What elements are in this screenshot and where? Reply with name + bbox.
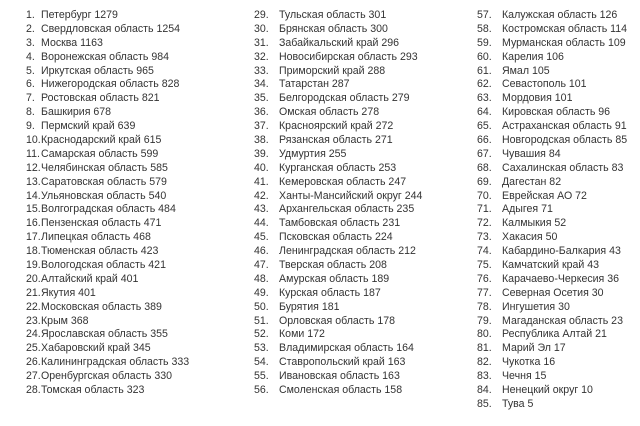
list-item bbox=[26, 328, 189, 342]
item-number: 4. bbox=[26, 50, 35, 63]
list-item bbox=[26, 245, 189, 259]
item-number: 6. bbox=[26, 78, 35, 91]
list-item bbox=[254, 176, 422, 190]
list-item bbox=[26, 273, 189, 287]
item-number: 44. bbox=[254, 217, 269, 230]
list-column-3 bbox=[477, 9, 627, 412]
item-label: Москва 1163 bbox=[41, 36, 103, 49]
item-label: Амурская область 189 bbox=[279, 272, 390, 285]
item-number: 74. bbox=[477, 245, 492, 258]
list-item bbox=[477, 301, 627, 315]
list-item bbox=[254, 203, 422, 217]
list-item bbox=[254, 148, 422, 162]
list-item bbox=[254, 120, 422, 134]
list-item bbox=[254, 9, 422, 23]
item-number: 19. bbox=[26, 259, 41, 272]
list-item bbox=[26, 176, 189, 190]
item-label: Ямал 105 bbox=[502, 64, 550, 77]
list-item bbox=[26, 384, 189, 398]
list-item bbox=[254, 51, 422, 65]
item-number: 58. bbox=[477, 22, 492, 35]
item-label: Дагестан 82 bbox=[502, 175, 562, 188]
item-label: Петербург 1279 bbox=[41, 9, 118, 21]
item-number: 8. bbox=[26, 106, 35, 119]
item-number: 42. bbox=[254, 189, 269, 202]
item-number: 47. bbox=[254, 259, 269, 272]
list-item bbox=[26, 356, 189, 370]
item-number: 13. bbox=[26, 175, 41, 188]
item-label: Хабаровский край 345 bbox=[41, 342, 151, 355]
item-label: Пермский край 639 bbox=[41, 120, 136, 133]
item-label: Саратовская область 579 bbox=[41, 175, 167, 188]
item-number: 56. bbox=[254, 384, 269, 397]
list-item bbox=[477, 78, 627, 92]
item-label: Ингушетия 30 bbox=[502, 300, 570, 313]
item-label: Краснодарский край 615 bbox=[41, 134, 162, 147]
item-number: 50. bbox=[254, 300, 269, 313]
list-item bbox=[477, 148, 627, 162]
list-item bbox=[477, 51, 627, 65]
item-number: 76. bbox=[477, 272, 492, 285]
item-number: 55. bbox=[254, 370, 269, 383]
list-item bbox=[26, 51, 189, 65]
item-label: Мурманская область 109 bbox=[502, 36, 626, 49]
list-item bbox=[477, 23, 627, 37]
item-label: Республика Алтай 21 bbox=[502, 328, 607, 341]
item-number: 46. bbox=[254, 245, 269, 258]
item-label: Тува 5 bbox=[502, 397, 534, 410]
item-number: 33. bbox=[254, 64, 269, 77]
item-label: Ярославская область 355 bbox=[41, 328, 168, 341]
item-number: 83. bbox=[477, 370, 492, 383]
item-number: 63. bbox=[477, 92, 492, 105]
item-number: 73. bbox=[477, 231, 492, 244]
item-number: 7. bbox=[26, 92, 35, 105]
list-item bbox=[477, 356, 627, 370]
item-number: 24. bbox=[26, 328, 41, 341]
item-number: 15. bbox=[26, 203, 41, 216]
item-label: Алтайский край 401 bbox=[41, 272, 139, 285]
item-label: Орловская область 178 bbox=[279, 314, 396, 327]
item-label: Чувашия 84 bbox=[502, 147, 561, 160]
item-number: 48. bbox=[254, 272, 269, 285]
item-number: 51. bbox=[254, 314, 269, 327]
item-number: 22. bbox=[26, 300, 41, 313]
list-item bbox=[254, 328, 422, 342]
list-item bbox=[26, 217, 189, 231]
item-label: Оренбургская область 330 bbox=[41, 370, 172, 383]
item-number: 61. bbox=[477, 64, 492, 77]
item-number: 29. bbox=[254, 9, 269, 21]
list-item bbox=[26, 148, 189, 162]
item-label: Северная Осетия 30 bbox=[502, 286, 604, 299]
item-number: 68. bbox=[477, 161, 492, 174]
item-label: Омская область 278 bbox=[279, 106, 380, 119]
item-number: 37. bbox=[254, 120, 269, 133]
list-item bbox=[477, 92, 627, 106]
item-number: 11. bbox=[26, 147, 40, 160]
item-number: 43. bbox=[254, 203, 269, 216]
item-label: Коми 172 bbox=[279, 328, 325, 341]
item-number: 45. bbox=[254, 231, 269, 244]
list-item bbox=[26, 203, 189, 217]
item-number: 5. bbox=[26, 64, 35, 77]
list-item bbox=[254, 23, 422, 37]
list-item bbox=[254, 92, 422, 106]
item-number: 31. bbox=[254, 36, 269, 49]
list-item bbox=[26, 23, 189, 37]
item-number: 27. bbox=[26, 370, 41, 383]
list-item bbox=[26, 134, 189, 148]
list-column-1 bbox=[26, 9, 189, 398]
item-label: Тамбовская область 231 bbox=[279, 217, 401, 230]
item-number: 41. bbox=[254, 175, 269, 188]
item-label: Архангельская область 235 bbox=[279, 203, 415, 216]
list-item bbox=[254, 273, 422, 287]
item-number: 85. bbox=[477, 397, 492, 410]
list-item bbox=[254, 162, 422, 176]
list-item bbox=[254, 231, 422, 245]
list-item bbox=[477, 37, 627, 51]
item-label: Самарская область 599 bbox=[41, 147, 159, 160]
item-label: Сахалинская область 83 bbox=[502, 161, 624, 174]
list-item bbox=[477, 203, 627, 217]
item-label: Астраханская область 91 bbox=[502, 120, 627, 133]
item-label: Ненецкий округ 10 bbox=[502, 384, 593, 397]
item-label: Камчатский край 43 bbox=[502, 259, 600, 272]
item-number: 14. bbox=[26, 189, 41, 202]
item-label: Белгородская область 279 bbox=[279, 92, 410, 105]
item-label: Курганская область 253 bbox=[279, 161, 397, 174]
list-item bbox=[477, 106, 627, 120]
item-label: Мордовия 101 bbox=[502, 92, 573, 105]
item-number: 80. bbox=[477, 328, 492, 341]
item-number: 69. bbox=[477, 175, 492, 188]
item-number: 78. bbox=[477, 300, 492, 313]
item-number: 62. bbox=[477, 78, 492, 91]
item-number: 49. bbox=[254, 286, 269, 299]
item-number: 38. bbox=[254, 134, 269, 147]
item-number: 21. bbox=[26, 286, 41, 299]
list-item bbox=[26, 9, 189, 23]
item-number: 9. bbox=[26, 120, 35, 133]
list-item bbox=[254, 245, 422, 259]
list-item bbox=[26, 259, 189, 273]
item-number: 81. bbox=[477, 342, 492, 355]
item-label: Татарстан 287 bbox=[279, 78, 350, 91]
item-label: Калмыкия 52 bbox=[502, 217, 567, 230]
list-item bbox=[26, 92, 189, 106]
item-label: Хакасия 50 bbox=[502, 231, 558, 244]
list-item bbox=[254, 287, 422, 301]
item-label: Кемеровская область 247 bbox=[279, 175, 407, 188]
list-item bbox=[477, 162, 627, 176]
item-number: 3. bbox=[26, 36, 35, 49]
item-number: 17. bbox=[26, 231, 41, 244]
item-label: Воронежская область 984 bbox=[41, 50, 170, 63]
item-label: Новосибирская область 293 bbox=[279, 50, 418, 63]
list-item bbox=[477, 9, 627, 23]
list-item bbox=[254, 106, 422, 120]
list-item bbox=[477, 65, 627, 79]
item-label: Вологодская область 421 bbox=[41, 259, 166, 272]
item-label: Севастополь 101 bbox=[502, 78, 587, 91]
item-label: Пензенская область 471 bbox=[41, 217, 162, 230]
list-item bbox=[477, 176, 627, 190]
list-item bbox=[26, 120, 189, 134]
item-number: 72. bbox=[477, 217, 492, 230]
item-number: 30. bbox=[254, 22, 269, 35]
item-label: Карелия 106 bbox=[502, 50, 564, 63]
list-item bbox=[26, 370, 189, 384]
item-label: Липецкая область 468 bbox=[41, 231, 151, 244]
item-label: Челябинская область 585 bbox=[41, 161, 168, 174]
item-number: 52. bbox=[254, 328, 269, 341]
list-item bbox=[254, 301, 422, 315]
item-label: Тюменская область 423 bbox=[41, 245, 159, 258]
item-label: Ленинградская область 212 bbox=[279, 245, 416, 258]
item-number: 18. bbox=[26, 245, 41, 258]
item-number: 66. bbox=[477, 134, 492, 147]
list-item bbox=[254, 217, 422, 231]
list-item bbox=[477, 398, 627, 412]
list-item bbox=[477, 231, 627, 245]
list-item bbox=[254, 134, 422, 148]
list-item bbox=[26, 287, 189, 301]
list-item bbox=[477, 134, 627, 148]
list-item bbox=[26, 301, 189, 315]
item-label: Забайкальский край 296 bbox=[279, 36, 400, 49]
item-number: 34. bbox=[254, 78, 269, 91]
item-number: 70. bbox=[477, 189, 492, 202]
item-label: Якутия 401 bbox=[41, 286, 96, 299]
list-item bbox=[254, 65, 422, 79]
item-label: Крым 368 bbox=[41, 314, 89, 327]
item-label: Тульская область 301 bbox=[279, 9, 387, 21]
list-item bbox=[477, 273, 627, 287]
item-number: 2. bbox=[26, 22, 35, 35]
item-label: Магаданская область 23 bbox=[502, 314, 623, 327]
list-item bbox=[254, 315, 422, 329]
item-number: 65. bbox=[477, 120, 492, 133]
item-label: Чукотка 16 bbox=[502, 356, 556, 369]
list-item bbox=[26, 231, 189, 245]
list-item bbox=[254, 259, 422, 273]
item-label: Кабардино-Балкария 43 bbox=[502, 245, 621, 258]
item-label: Калининградская область 333 bbox=[41, 356, 190, 369]
list-item bbox=[477, 315, 627, 329]
item-label: Бурятия 181 bbox=[279, 300, 340, 313]
item-label: Приморский край 288 bbox=[279, 64, 386, 77]
item-number: 84. bbox=[477, 384, 492, 397]
item-label: Костромская область 114 bbox=[502, 22, 628, 35]
item-label: Свердловская область 1254 bbox=[41, 22, 181, 35]
item-number: 57. bbox=[477, 9, 492, 21]
item-label: Ханты-Мансийский округ 244 bbox=[279, 189, 423, 202]
list-item bbox=[477, 370, 627, 384]
item-number: 25. bbox=[26, 342, 41, 355]
item-label: Рязанская область 271 bbox=[279, 134, 393, 147]
item-number: 20. bbox=[26, 272, 41, 285]
list-item bbox=[254, 370, 422, 384]
item-label: Курская область 187 bbox=[279, 286, 381, 299]
item-label: Ставропольский край 163 bbox=[279, 356, 406, 369]
list-item bbox=[254, 356, 422, 370]
list-item bbox=[477, 328, 627, 342]
item-number: 39. bbox=[254, 147, 269, 160]
item-label: Красноярский край 272 bbox=[279, 120, 394, 133]
list-item bbox=[254, 190, 422, 204]
list-item bbox=[477, 217, 627, 231]
list-item bbox=[477, 259, 627, 273]
list-item bbox=[26, 162, 189, 176]
list-item bbox=[477, 342, 627, 356]
item-number: 16. bbox=[26, 217, 41, 230]
item-number: 10. bbox=[26, 134, 41, 147]
item-number: 77. bbox=[477, 286, 492, 299]
item-number: 23. bbox=[26, 314, 41, 327]
item-label: Еврейская АО 72 bbox=[502, 189, 587, 202]
item-label: Нижегородская область 828 bbox=[41, 78, 180, 91]
list-item bbox=[477, 384, 627, 398]
item-label: Новгородская область 85 bbox=[502, 134, 628, 147]
item-number: 82. bbox=[477, 356, 492, 369]
list-item bbox=[26, 37, 189, 51]
list-item bbox=[26, 190, 189, 204]
item-label: Тверская область 208 bbox=[279, 259, 387, 272]
list-item bbox=[254, 384, 422, 398]
item-label: Псковская область 224 bbox=[279, 231, 393, 244]
item-number: 59. bbox=[477, 36, 492, 49]
item-label: Смоленская область 158 bbox=[279, 384, 403, 397]
item-label: Брянская область 300 bbox=[279, 22, 388, 35]
list-item bbox=[26, 65, 189, 79]
item-number: 40. bbox=[254, 161, 269, 174]
item-number: 75. bbox=[477, 259, 492, 272]
item-label: Чечня 15 bbox=[502, 370, 547, 383]
item-number: 35. bbox=[254, 92, 269, 105]
item-label: Ивановская область 163 bbox=[279, 370, 400, 383]
item-label: Иркутская область 965 bbox=[41, 64, 154, 77]
item-number: 12. bbox=[26, 161, 41, 174]
list-item bbox=[254, 78, 422, 92]
item-label: Владимирская область 164 bbox=[279, 342, 414, 355]
item-number: 67. bbox=[477, 147, 492, 160]
item-label: Волгоградская область 484 bbox=[41, 203, 176, 216]
item-number: 32. bbox=[254, 50, 269, 63]
list-column-2 bbox=[254, 9, 422, 398]
item-label: Калужская область 126 bbox=[502, 9, 618, 21]
item-label: Карачаево-Черкесия 36 bbox=[502, 272, 620, 285]
item-number: 71. bbox=[477, 203, 492, 216]
list-item bbox=[477, 190, 627, 204]
item-number: 60. bbox=[477, 50, 492, 63]
item-number: 28. bbox=[26, 384, 41, 397]
item-label: Кировская область 96 bbox=[502, 106, 611, 119]
item-label: Удмуртия 255 bbox=[279, 147, 347, 160]
item-label: Ростовская область 821 bbox=[41, 92, 160, 105]
item-label: Ульяновская область 540 bbox=[41, 189, 167, 202]
list-item bbox=[26, 342, 189, 356]
list-item bbox=[26, 78, 189, 92]
item-label: Адыгея 71 bbox=[502, 203, 553, 216]
item-number: 79. bbox=[477, 314, 492, 327]
item-label: Томская область 323 bbox=[41, 384, 145, 397]
item-label: Московская область 389 bbox=[41, 300, 162, 313]
list-item bbox=[26, 106, 189, 120]
list-item bbox=[477, 245, 627, 259]
list-item bbox=[26, 315, 189, 329]
list-item bbox=[477, 120, 627, 134]
item-number: 26. bbox=[26, 356, 41, 369]
item-label: Башкирия 678 bbox=[41, 106, 112, 119]
list-item bbox=[477, 287, 627, 301]
item-number: 53. bbox=[254, 342, 269, 355]
list-item bbox=[254, 37, 422, 51]
item-number: 1. bbox=[26, 9, 35, 21]
item-number: 64. bbox=[477, 106, 492, 119]
item-number: 54. bbox=[254, 356, 269, 369]
list-item bbox=[254, 342, 422, 356]
item-label: Марий Эл 17 bbox=[502, 342, 566, 355]
item-number: 36. bbox=[254, 106, 269, 119]
